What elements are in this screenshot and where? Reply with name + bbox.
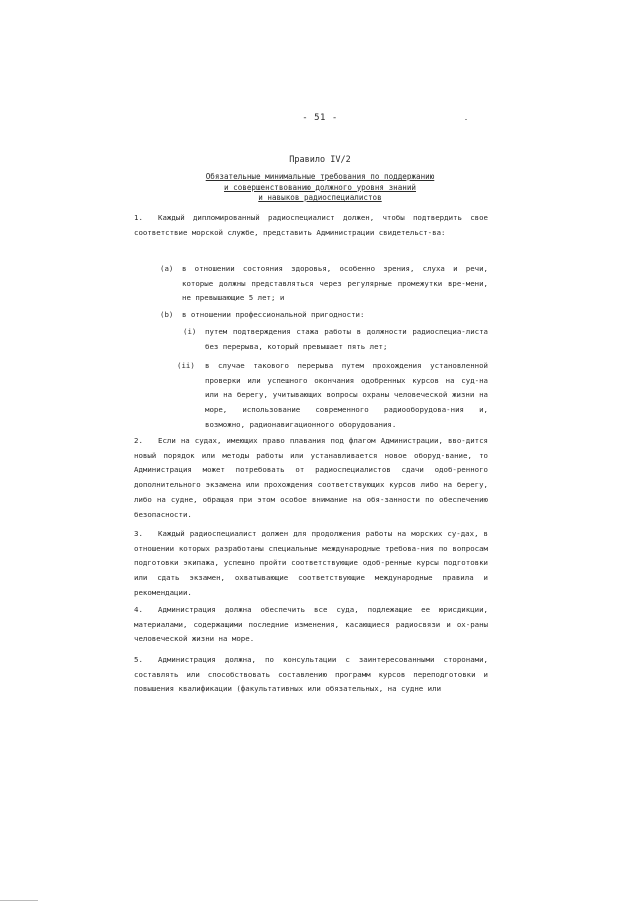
item-label-b: (b) xyxy=(160,310,174,319)
paragraph-1 xyxy=(134,211,488,240)
paragraph-text: Каждый радиоспециалист должен для продолжения работы на морских су-дах, в отношении которых разработаны специальные международные требова-ния по вопросам подготовки экипажа, успешно пройти соответствующие одоб-ренные курсы подготовки или сдать экзамен, охватывающие соответствующие международные правила и рекомендации. xyxy=(134,529,488,597)
subtitle-line-3: и навыков радиоспециалистов xyxy=(258,193,382,202)
paragraph-4 xyxy=(134,603,488,647)
paragraph-number: 2. xyxy=(134,436,143,445)
item-label-i: (i) xyxy=(183,327,197,336)
item-i-text: путем подтверждения стажа работы в должности радиоспециа-листа без перерыва, который превышает пять лет; xyxy=(205,327,488,351)
paragraph-text: Если на судах, имеющих право плавания под флагом Администрации, вво-дится новый порядок или методы работы или устанавливается новое оборуд-вание, то Администрация может потребовать от радиоспециалистов сдачи одоб-ренного дополнительного экзамена или прохождения соответствующих курсов либо на берегу, либо на судне, обращая при этом особое внимание на обя-занности по обеспечению безопасности. xyxy=(134,436,488,519)
paragraph-number: 3. xyxy=(134,529,143,538)
item-a-text: в отношении состояния здоровья, особенно зрения, слуха и речи, которые должны представляться через регулярные промежутки вре-мени, не превышающие 5 лет; и xyxy=(182,264,488,303)
rule-subtitle xyxy=(0,172,640,204)
paragraph-5 xyxy=(134,653,488,697)
paragraph-number: 4. xyxy=(134,605,143,614)
item-b-text: в отношении профессиональной пригодности: xyxy=(182,310,365,319)
paragraph-number: 5. xyxy=(134,655,143,664)
item-ii-text: в случае такового перерыва путем прохождения установленной проверки или успешного окончания одобренных курсов на суд-на или на берегу, учитывающих вопросы охраны человеческой жизни на море, использование современного радиооборудова-ния и, возможно, радионавигационного оборудования. xyxy=(205,361,488,429)
paragraph-text: Администрация должна обеспечить все суда, подлежащие ее юрисдикции, материалами, содержащими последние изменения, касающиеся радиосвязи и ох-раны человеческой жизни на море. xyxy=(134,605,488,644)
paragraph-text: Администрация должна, по консультации с заинтересованными сторонами, составлять или способствовать составлению программ курсов переподготовки и повышения квалификации (факультативных или обязательных, на судне или xyxy=(134,655,488,694)
subtitle-line-2: и совершенствованию должного уровня знаний xyxy=(223,182,417,192)
scan-edge-line xyxy=(0,900,38,901)
page-number: - 51 - xyxy=(302,113,338,123)
item-label-ii: (ii) xyxy=(177,361,195,370)
paragraph-2 xyxy=(134,434,488,522)
subtitle-line-1: Обязательные минимальные требования по поддержанию xyxy=(205,172,435,181)
item-label-a: (a) xyxy=(160,264,174,273)
paragraph-number: 1. xyxy=(134,213,143,222)
paragraph-text: Каждый дипломированный радиоспециалист должен, чтобы подтвердить свое соответствие морской службе, представить Администрации свидетельст-ва: xyxy=(134,213,488,237)
paragraph-3 xyxy=(134,527,488,601)
rule-title: Правило IV/2 xyxy=(289,155,351,165)
